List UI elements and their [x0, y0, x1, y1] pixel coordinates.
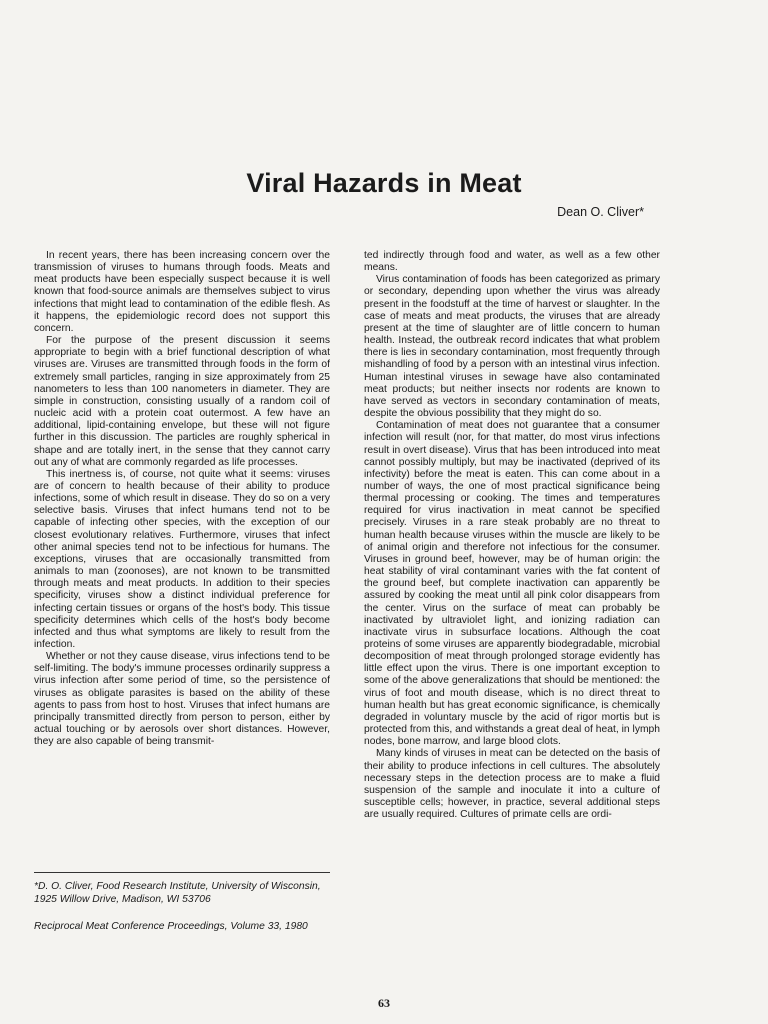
article-title: Viral Hazards in Meat	[246, 168, 522, 198]
paragraph: Virus contamination of foods has been categorized as primary or secondary, depending upon whether the virus was already present in the foodstuff at the time of harvest or slaughter. In the case of meats and meat products, the viruses that are already present at the time of slaughter are of little concern to human health. Instead, the outbreak record indicates that what problem there is lies in secondary contamination, most frequently through mishandling of food by a person with an intestinal virus infection. Human intestinal viruses in sewage have also contaminated meat products; but neither insects nor rodents are known to have served as vectors in secondary contamination of meats, despite the obvious possibility that they might do so.	[364, 274, 660, 420]
paragraph: Whether or not they cause disease, virus infections tend to be self-limiting. The body's immune processes ordinarily suppress a virus infection after some period of time, so the persistence of viruses as obligate parasites is based on the ability of these agents to pass from host to host. Viruses that infect humans are principally transmitted directly from person to person, either by actual touching or by aerosols over short distances. However, they are also capable of being transmit-	[34, 651, 330, 748]
footnote-proceedings: Reciprocal Meat Conference Proceedings, Volume 33, 1980	[34, 921, 308, 932]
footnote-divider	[34, 872, 330, 873]
paragraph: Many kinds of viruses in meat can be detected on the basis of their ability to produce infections in cell cultures. The absolutely necessary steps in the detection process are to make a fluid suspension of the sample and inoculate it into a culture of susceptible cells; however, in practice, several additional steps are usually required. Cultures of primate cells are ordi-	[364, 748, 660, 821]
author-name: Dean O. Cliver*	[557, 205, 644, 219]
paragraph: In recent years, there has been increasing concern over the transmission of viruses to humans through foods. Meats and meat products have been especially suspect because it is well known that food-source animals are themselves subject to virus infections that might lead to contamination of the edible flesh. As it happens, the epidemiologic record does not support this concern.	[34, 250, 330, 334]
paragraph: Contamination of meat does not guarantee that a consumer infection will result (nor, for that matter, do most virus infections result in overt disease). Virus that has been introduced into meat cannot possibly multiply, but may be inactivated (deprived of its infectivity) before the meat is eaten. This can come about in a number of ways, the one of most practical significance being thermal processing or cooking. The times and temperatures required for virus inactivation in meat cannot be specified precisely. Viruses in a rare steak probably are no threat to human health because viruses within the muscle are likely to be of animal origin and therefore not infectious for the consumer. Viruses in ground beef, however, may be of human origin: the heat stability of viral contaminant varies with the fat content of the ground beef, but complete inactivation can apparently be assured by cooking the meat until all pink color disappears from the center. Virus on the surface of meat can probably be inactivated by ultraviolet light, and ionizing radiation can inactivate virus in subsurface locations. Although the coat proteins of some viruses are apparently biodegradable, microbial decomposition of meat through prolonged storage evidently has little effect upon the virus. There is one important exception to some of the above generalizations that should be mentioned: the virus of foot and mouth disease, which is no direct threat to human health but has great economic significance, is chemically degraded in voluntary muscle by the acid of rigor mortis but is protected from this, and withstands a great deal of heat, in lymph nodes, bone marrow, and large blood clots.	[364, 420, 660, 748]
page-number: 63	[378, 996, 390, 1010]
paragraph: For the purpose of the present discussion it seems appropriate to begin with a brief functional description of what viruses are. Viruses are transmitted through foods in the form of extremely small particles, ranging in size approximately from 25 nanometers to less than 100 nanometers in diameter. They are simple in construction, consisting usually of a random coil of nucleic acid with a protein coat outermost. A few have an additional, lipid-containing envelope, but these will not figure further in this discussion. The particles are roughly spherical in shape and are totally inert, in the sense that they cannot carry out any of what are commonly regarded as life processes.	[34, 335, 330, 468]
left-column	[34, 250, 330, 748]
paragraph-continuation: ted indirectly through food and water, as well as a few other means.	[364, 250, 660, 274]
footnote-affiliation: *D. O. Cliver, Food Research Institute, University of Wisconsin, 1925 Willow Drive, Madison, WI 53706	[34, 881, 321, 905]
right-column	[364, 250, 660, 821]
paragraph: This inertness is, of course, not quite what it seems: viruses are of concern to health because of their ability to produce infections, some of which result in disease. They do so on a very selective basis. Viruses that infect humans tend not to be capable of infecting other species, with the exception of our closest evolutionary relatives. Furthermore, viruses that infect other animal species tend not to be infectious for humans. The exceptions, viruses that are occasionally transmitted from animals to man (zoonoses), are not known to be transmitted through meats and meat products. In addition to their species specificity, viruses show a distinct individual preference for infecting certain tissues or organs of the host's body. This tissue specificity determines which cells of the host's body become infected and thus what symptoms are likely to result from the infection.	[34, 468, 330, 650]
